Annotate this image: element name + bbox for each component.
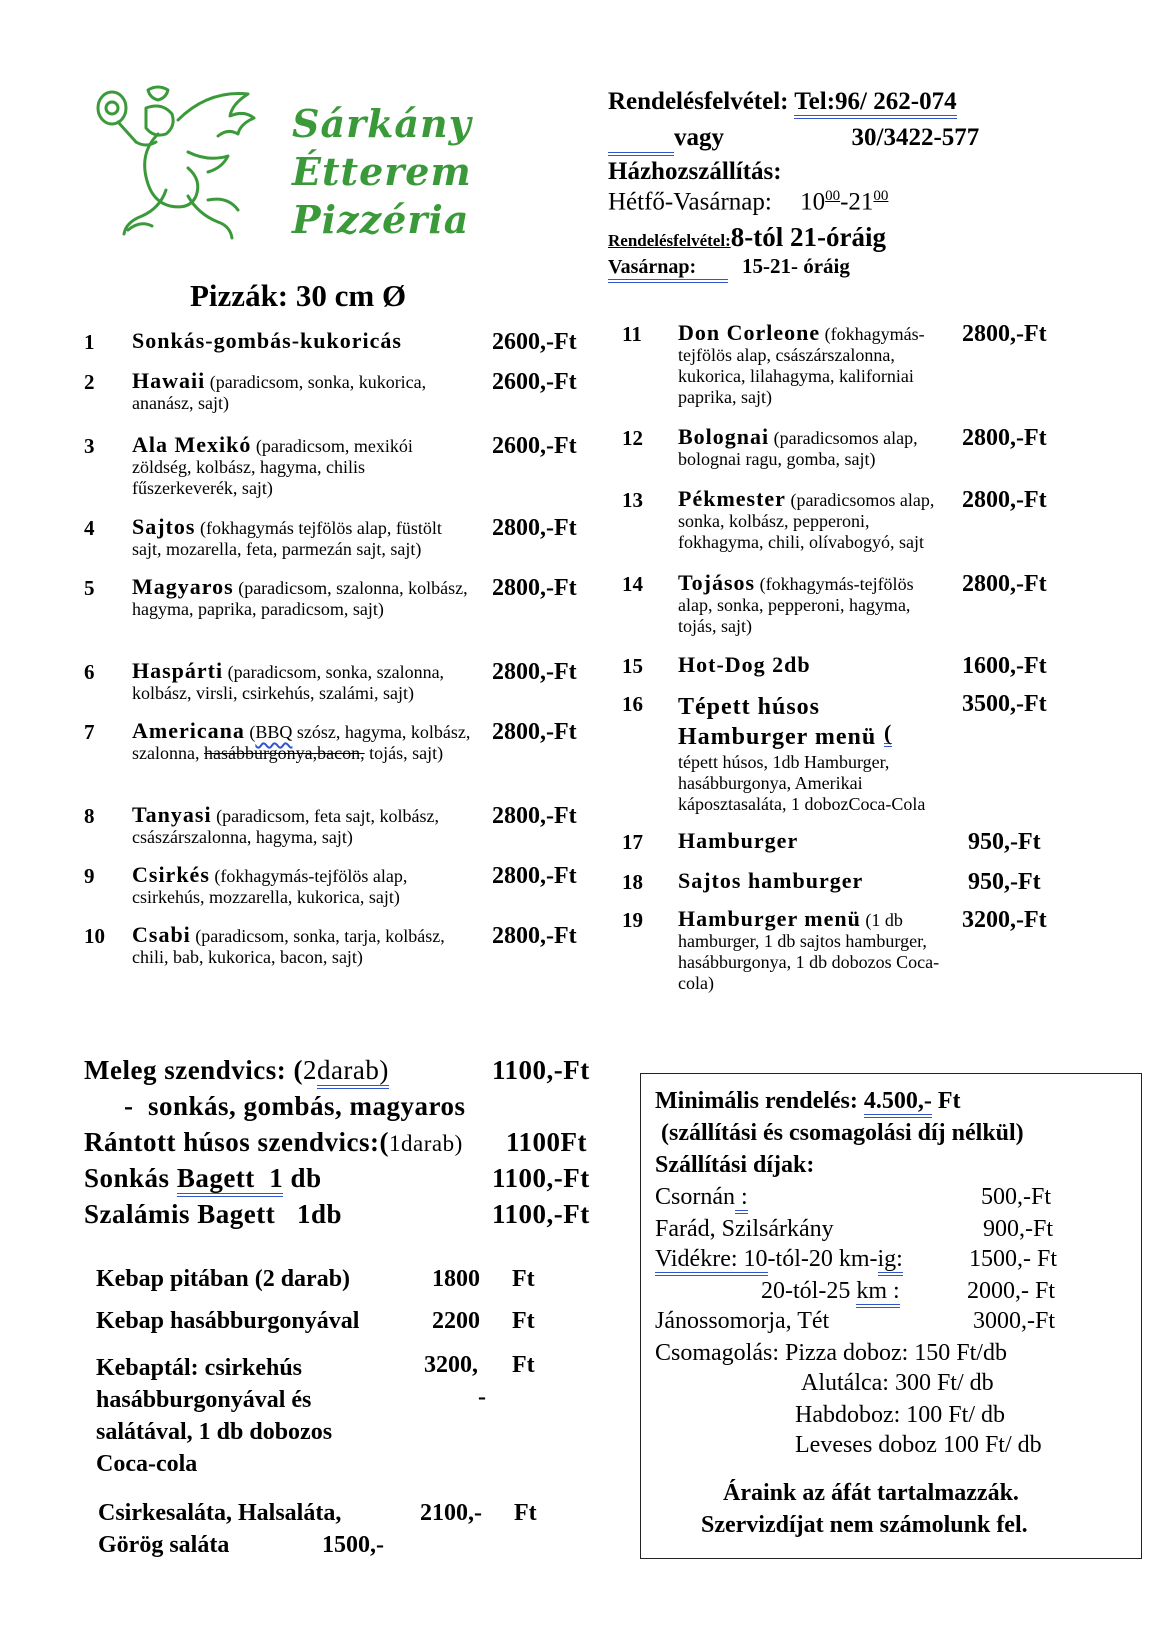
pizza-number: 16: [622, 692, 643, 716]
sunday-line: [608, 254, 850, 283]
fee-countryside: [655, 1246, 903, 1273]
packaging-foam: Habdoboz: 100 Ft/ db: [795, 1402, 1005, 1428]
packaging-soup: Leveses doboz 100 Ft/ db: [795, 1432, 1042, 1458]
kebab-pita: Kebap pitában (2 darab): [96, 1266, 351, 1292]
pizza-price: 2600,-Ft: [492, 369, 577, 395]
pizza-item: [84, 576, 604, 656]
fee-countryside-2-b: km :: [856, 1278, 899, 1308]
warm-sandwich-qty-num: 2: [302, 1055, 317, 1085]
pizza-price: 2800,-Ft: [492, 575, 577, 601]
minimum-order: [655, 1088, 961, 1115]
pizza-name: Hawaii: [132, 368, 206, 393]
pizza-text: [132, 660, 472, 704]
warm-sandwich-price: 1100,-Ft: [492, 1055, 590, 1085]
pizza-name: Magyaros: [132, 574, 234, 599]
pizza-description: (paradicsom, szalonna, kolbász, hagyma, paprika, paradicsom, sajt): [132, 578, 468, 619]
salads-price: 2100,-: [420, 1500, 482, 1526]
order-hours-line: [608, 222, 886, 253]
pizza-price: 2800,-Ft: [962, 571, 1047, 597]
kebab-plate-line-1: Kebaptál: csirkehús: [96, 1355, 303, 1381]
fee-countryside-a: Vidékre: 10: [655, 1246, 768, 1276]
kebab-pita-price: 1800: [432, 1266, 480, 1292]
pizza-name: Don Corleone: [678, 320, 821, 345]
order-label-small: Rendelésfelvétel:: [608, 231, 731, 250]
pizza-title: Pizzák: 30 cm Ø: [190, 278, 407, 313]
pizza-item: [84, 924, 604, 1004]
sandwich-types: - sonkás, gombás, magyaros: [124, 1091, 466, 1121]
pizza-text: [132, 434, 472, 499]
pizza-price: 2800,-Ft: [492, 923, 577, 949]
kebab-pita-ft: Ft: [512, 1266, 535, 1292]
brand-line-1: Sárkány: [292, 101, 472, 146]
pizza-name: Sajtos: [132, 514, 196, 539]
pizza-price: 2800,-Ft: [492, 719, 577, 745]
pizza-text: [132, 516, 472, 560]
service-note: Szervizdíjat nem számolunk fel.: [701, 1512, 1028, 1538]
fee-farad: Farád, Szilsárkány: [655, 1216, 834, 1242]
pizza-number: 11: [622, 322, 642, 346]
pizza-text: [132, 720, 472, 764]
pizza-name: Pékmester: [678, 486, 786, 511]
pizza-name: Hot-Dog 2db: [678, 652, 811, 677]
pizza-number: 6: [84, 660, 95, 684]
delivery-hours: Hétfő-Vasárnap: $10^{00}-21^{00}$: [608, 188, 889, 216]
pizza-number: 8: [84, 804, 95, 828]
pizza-price: 2800,-Ft: [962, 425, 1047, 451]
sunday-label: Vasárnap:: [608, 256, 728, 283]
pizza-item: [622, 488, 1142, 568]
kebab-fries-ft: Ft: [512, 1308, 535, 1334]
pizza-name: Hamburger: [678, 828, 799, 853]
fee-csorna-price: 500,-Ft: [981, 1184, 1052, 1210]
dragon-icon: [88, 80, 268, 245]
pizza-item: [622, 691, 1142, 814]
kebab-plate-ft: Ft: [512, 1352, 535, 1378]
fee-countryside-2: [761, 1278, 900, 1305]
pizza-number: 18: [622, 870, 643, 894]
pizza-text: [678, 488, 948, 553]
fee-janossomorja: Jánossomorja, Tét: [655, 1308, 830, 1334]
pizza-description: (paradicsomos alap, bolognai ragu, gomba, sajt): [678, 428, 918, 469]
pizza-number: 12: [622, 426, 643, 450]
pizza-text: [678, 426, 948, 470]
pizza-number: 3: [84, 434, 95, 458]
pizza-name: Hamburger menü: [678, 906, 861, 931]
pizza-price: 2600,-Ft: [492, 433, 577, 459]
pizza-text: [678, 830, 948, 853]
delivery-days: Hétfő-Vasárnap:: [608, 188, 772, 216]
packaging-pizza: Csomagolás: Pizza doboz: 150 Ft/db: [655, 1340, 1007, 1366]
pizza-text: [678, 322, 948, 408]
pizza-text: [678, 870, 948, 893]
pizza-description: (paradicsomos alap, sonka, kolbász, pepperoni, fokhagyma, chili, olívabogyó, sajt: [678, 490, 935, 552]
breaded-sandwich-price: 1100Ft: [506, 1127, 587, 1157]
phone-number: Tel:96/ 262-074: [794, 88, 956, 119]
pizza-name: Tépett húsos Hamburger menü: [678, 694, 877, 750]
ham-baguette-b: Bagett 1: [177, 1163, 283, 1197]
pizza-number: 14: [622, 572, 643, 596]
salads: Csirkesaláta, Halsaláta,: [98, 1500, 342, 1526]
pizza-name: Ala Mexikó: [132, 432, 252, 457]
pizza-text: [132, 370, 472, 414]
pizza-price: 2600,-Ft: [492, 329, 577, 355]
pizza-price: 3200,-Ft: [962, 907, 1047, 933]
warm-sandwich-label: Meleg szendvics: (: [84, 1055, 303, 1085]
fee-csorna-mark: :: [735, 1184, 748, 1214]
pizza-name: Csirkés: [132, 862, 210, 887]
fee-farad-price: 900,-Ft: [983, 1216, 1054, 1242]
fee-janossomorja-price: 3000,-Ft: [973, 1308, 1056, 1334]
fee-countryside-b: -tól-20 km-: [767, 1246, 878, 1272]
fee-countryside-2-a: 20-tól-25: [761, 1278, 857, 1304]
pizza-number: 17: [622, 830, 643, 854]
mobile-number: 30/3422-577: [851, 124, 980, 151]
kebab-plate-line-3: salátával, 1 db dobozos: [96, 1419, 333, 1445]
dragon-logo: [88, 80, 268, 245]
pizza-description: (paradicsom, mexikói zöldség, kolbász, hagyma, chilis fűszerkeverék, sajt): [132, 436, 413, 498]
pizza-description: (fokhagymás tejfölös alap, füstölt sajt, mozarella, feta, parmezán sajt, sajt): [132, 518, 442, 559]
pizza-description: hasábburgonya,bacon,: [203, 743, 365, 763]
pizza-description: (1 db hamburger, 1 db sajtos hamburger, hasábburgonya, 1 db dobozos Coca-cola): [678, 910, 940, 993]
pizza-price: 950,-Ft: [968, 829, 1041, 855]
pizza-description: (: [244, 722, 256, 742]
mobile-line: [608, 124, 979, 156]
pizza-item: [84, 434, 604, 514]
kebab-plate-dash: -: [478, 1384, 486, 1410]
pizza-description: (paradicsom, sonka, szalonna, kolbász, virsli, csirkehús, szalámi, sajt): [132, 662, 445, 703]
ham-baguette-price: 1100,-Ft: [492, 1163, 590, 1193]
pizza-description: tépett húsos, 1db Hamburger, hasábburgonya, Amerikai káposztasaláta, 1 dobozCoca-Cola: [678, 752, 926, 814]
kebab-plate: [96, 1352, 332, 1480]
pizza-name: Tanyasi: [132, 802, 212, 827]
pizza-price: 3500,-Ft: [962, 691, 1047, 717]
ham-baguette-a: Sonkás: [84, 1163, 177, 1193]
pizza-price: 2800,-Ft: [962, 321, 1047, 347]
ham-baguette-c: db: [283, 1163, 322, 1193]
salami-baguette: Szalámis Bagett 1db: [84, 1199, 343, 1229]
pizza-price: 2800,-Ft: [962, 487, 1047, 513]
pizza-item: [84, 720, 604, 800]
salads-ft: Ft: [514, 1500, 537, 1526]
vat-note: Áraink az áfát tartalmazzák.: [723, 1480, 1019, 1506]
greek-salad: Görög saláta: [98, 1532, 230, 1558]
or-text: vagy: [674, 124, 724, 151]
pizza-name: Csabi: [132, 922, 191, 947]
pizza-description: tojás, sajt): [364, 743, 444, 763]
pizza-price: 2800,-Ft: [492, 863, 577, 889]
fee-countryside-2-price: 2000,- Ft: [967, 1278, 1056, 1304]
sunday-hours: 15-21- óráig: [742, 254, 850, 278]
pizza-name: Sajtos hamburger: [678, 868, 864, 893]
pizza-price: 950,-Ft: [968, 869, 1041, 895]
kebab-plate-price: 3200,: [424, 1352, 478, 1378]
pizza-number: 10: [84, 924, 105, 948]
pizza-description: (paradicsom, feta sajt, kolbász, császárszalonna, hagyma, sajt): [132, 806, 439, 847]
pizza-number: 2: [84, 370, 95, 394]
pizza-item: [622, 906, 1142, 993]
pizza-text: [678, 654, 948, 677]
packaging-alu: Alutálca: 300 Ft/ db: [801, 1370, 994, 1396]
pizza-price: 2800,-Ft: [492, 803, 577, 829]
pizza-price: 2800,-Ft: [492, 659, 577, 685]
pizza-item: [622, 320, 1142, 407]
warm-sandwich: [84, 1055, 389, 1086]
pizza-price: 2800,-Ft: [492, 515, 577, 541]
mobile-underline: [608, 124, 674, 156]
pizza-text: [678, 908, 948, 994]
pizza-number: 15: [622, 654, 643, 678]
pizza-text: [132, 804, 472, 848]
delivery-info-box: [640, 1073, 1142, 1559]
pizza-number: 5: [84, 576, 95, 600]
pizza-number: 1: [84, 330, 95, 354]
kebab-plate-line-2: hasábburgonyával és: [96, 1387, 312, 1413]
pizza-name: Tojásos: [678, 570, 756, 595]
warm-sandwich-qty: darab): [317, 1055, 389, 1089]
pizza-text: [132, 576, 472, 620]
pizza-description: (fokhagymás-tejfölös alap, sonka, pepperoni, hagyma, tojás, sajt): [678, 574, 914, 636]
pizza-text: [132, 330, 472, 353]
pizza-description: (fokhagymás-tejfölös alap, császárszalonna, kukorica, lilahagyma, kaliforniai paprika, sajt): [678, 324, 925, 407]
brand-name: [292, 100, 472, 244]
greek-salad-price: 1500,-: [322, 1532, 384, 1558]
pizza-description: szósz, hagyma, kolbász, szalonna,: [132, 722, 471, 763]
order-phone-line: [608, 88, 957, 116]
ham-baguette: [84, 1163, 322, 1194]
pizza-item: [622, 572, 1142, 652]
pizza-description: (fokhagymás-tejfölös alap, csirkehús, mozzarella, kukorica, sajt): [132, 866, 408, 907]
delivery-fees-title: Szállítási díjak:: [655, 1152, 815, 1178]
minimum-order-ft: Ft: [931, 1088, 961, 1114]
pizza-description: (paradicsom, sonka, tarja, kolbász, chili, bab, kukorica, bacon, sajt): [132, 926, 445, 967]
minimum-order-amount: 4.500,-: [864, 1088, 932, 1118]
pizza-price: 1600,-Ft: [962, 653, 1047, 679]
pizza-number: 9: [84, 864, 95, 888]
kebab-fries: Kebap hasábburgonyával: [96, 1308, 360, 1334]
fee-csorna: [655, 1184, 748, 1211]
pizza-number: 7: [84, 720, 95, 744]
pizza-text: [132, 924, 472, 968]
fee-csorna-label: Csornán: [655, 1184, 735, 1210]
minimum-order-note: (szállítási és csomagolási díj nélkül): [661, 1120, 1024, 1146]
pizza-text: [678, 572, 948, 637]
salami-baguette-price: 1100,-Ft: [492, 1199, 590, 1229]
breaded-sandwich-qty: 1darab): [389, 1131, 463, 1156]
brand-line-2: Étterem: [292, 149, 472, 194]
fee-countryside-c: ig:: [878, 1246, 903, 1276]
pizza-description: (paradicsom, sonka, kukorica, ananász, sajt): [132, 372, 427, 413]
pizza-name: Haspárti: [132, 658, 224, 683]
kebab-plate-line-4: Coca-cola: [96, 1451, 198, 1477]
minimum-order-label: Minimális rendelés:: [655, 1088, 864, 1114]
pizza-number: 19: [622, 908, 643, 932]
pizza-name-tail: (: [884, 720, 893, 745]
pizza-name: Americana: [132, 718, 245, 743]
breaded-sandwich-label: Rántott húsos szendvics:(: [84, 1127, 390, 1157]
pizza-number: 4: [84, 516, 95, 540]
order-label: Rendelésfelvétel:: [608, 88, 789, 115]
pizza-description: BBQ: [255, 722, 293, 742]
breaded-sandwich: [84, 1127, 463, 1158]
pizza-text: [678, 692, 948, 815]
pizza-name: Sonkás-gombás-kukoricás: [132, 328, 402, 353]
order-hours: 8-tól 21-óráig: [730, 222, 886, 252]
delivery-label: Házhozszállítás:: [608, 158, 782, 185]
pizza-text: [132, 864, 472, 908]
pizza-number: 13: [622, 488, 643, 512]
fee-countryside-price: 1500,- Ft: [969, 1246, 1058, 1272]
brand-line-3: Pizzéria: [292, 197, 470, 242]
pizza-name: Bolognai: [678, 424, 770, 449]
kebab-fries-price: 2200: [432, 1308, 480, 1334]
